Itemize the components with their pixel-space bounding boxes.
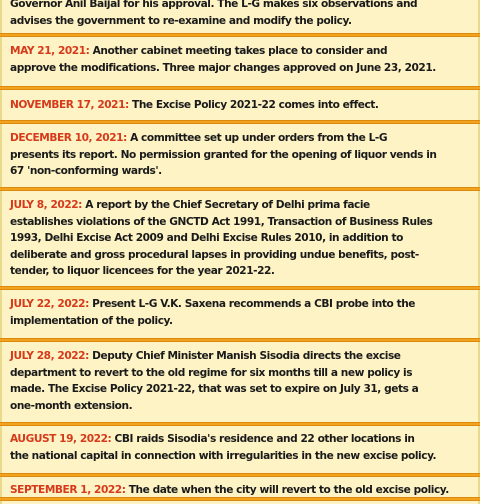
entry-text: A committee set up under orders from the L-G (126, 132, 388, 144)
entry-text: Another cabinet meeting takes place to consider and (89, 45, 388, 57)
entry-date: DECEMBER 10, 2021: (10, 132, 127, 144)
entry-line: advises the government to re-examine and modify the policy. (10, 14, 352, 27)
entry-text: CBI raids Sisodia's residence and 22 other locations in (111, 433, 415, 445)
entry-line: deliberate and gross procedural lapses in providing undue benefits, post- (10, 248, 419, 261)
timeline-entry (0, 0, 480, 37)
entry-line: approve the modifications. Three major changes approved on June 23, 2021. (10, 61, 436, 74)
entry-line (10, 197, 470, 214)
entry-line: made. The Excise Policy 2021-22, that was set to expire on July 31, gets a (10, 383, 419, 395)
entry-line (10, 97, 470, 114)
entry-line: the national capital in connection with irregularities in the new excise policy. (10, 449, 437, 462)
entry-text: A report by the Chief Secretary of Delhi prima facie (81, 199, 370, 211)
entry-line: one-month extension. (10, 399, 133, 412)
entry-date: NOVEMBER 17, 2021: (10, 99, 129, 111)
timeline-entry (0, 37, 480, 90)
entry-line (10, 348, 470, 365)
divider (0, 497, 480, 501)
entry-line: tender, to liquor licencees for the year 2021-22. (10, 265, 275, 277)
entry-line (10, 296, 470, 313)
entry-line: 1993, Delhi Excise Act 2009 and Delhi Excise Rules 2010, in addition to (10, 232, 403, 244)
entry-text: The Excise Policy 2021-22 comes into effect. (128, 99, 379, 111)
entry-line: establishes violations of the GNCTD Act 1991, Transaction of Business Rules (10, 215, 433, 228)
timeline-entry (0, 124, 480, 191)
entry-line (10, 43, 470, 60)
timeline-entry (0, 90, 480, 124)
entry-line: implementation of the policy. (10, 314, 173, 327)
timeline-entry (0, 342, 480, 425)
entry-line (10, 130, 470, 147)
entry-line (10, 431, 470, 448)
entry-text: Present L-G V.K. Saxena recommends a CBI probe into the (88, 298, 416, 310)
entry-text: The date when the city will revert to the old excise policy. (125, 484, 449, 496)
entry-line: 67 'non-conforming wards'. (10, 165, 162, 177)
entry-text: Deputy Chief Minister Manish Sisodia directs the excise (88, 350, 401, 362)
entry-date: SEPTEMBER 1, 2022: (10, 484, 126, 496)
entry-line: presents its report. No permission granted for the opening of liquor vends in (10, 148, 437, 161)
entry-date: AUGUST 19, 2022: (10, 433, 112, 445)
entry-date: JULY 22, 2022: (10, 298, 89, 310)
entry-line: Governor Anil Baijal for his approval. The L-G makes six observations and (10, 0, 418, 10)
entry-date: JULY 28, 2022: (10, 350, 89, 362)
timeline-entry (0, 191, 480, 291)
entry-line: department to revert to the old regime for six months till a new policy is (10, 366, 413, 379)
entry-date: JULY 8, 2022: (10, 199, 82, 211)
entry-date: MAY 21, 2021: (10, 45, 90, 57)
timeline-entry (0, 290, 480, 342)
timeline-entry (0, 426, 480, 477)
